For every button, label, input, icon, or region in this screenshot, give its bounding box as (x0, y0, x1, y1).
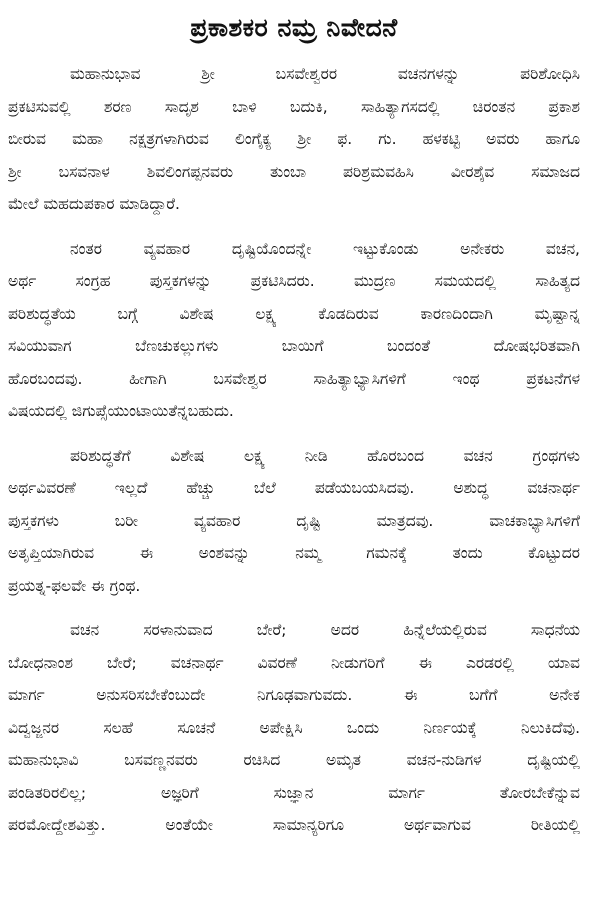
text-line: ಹೊರಬಂದವು. ಹೀಗಾಗಿ ಬಸವೇಶ್ವರ ಸಾಹಿತ್ಯಾಭ್ಯಾಸಿಗಳಿಗೆ ಇಂಥ ಪ್ರಕಟನೆಗಳ (8, 369, 580, 388)
paragraph-1 (8, 58, 580, 221)
text-line: ಮಹಾನುಭಾವಿ ಬಸವಣ್ಣನವರು ರಚಿಸಿದ ಅಮೃತ ವಚನ-ನುಡಿಗಳ ದೃಷ್ಟಿಯಲ್ಲಿ (8, 751, 580, 769)
text-line: ಮೇಲೆ ಮಹದುಪಕಾರ ಮಾಡಿದ್ದಾರೆ. (8, 195, 180, 213)
text-line: ಬೀರುವ ಮಹಾ ನಕ್ಷತ್ರಗಳಾಗಿರುವ ಲಿಂಗೈಕ್ಯ ಶ್ರೀ ಫ. ಗು. ಹಳಕಟ್ಟಿ ಅವರು ಹಾಗೂ (8, 130, 580, 148)
text-line: ಅರ್ಥವಿವರಣೆ ಇಲ್ಲದೆ ಹೆಚ್ಚು ಬೆಲೆ ಪಡೆಯಬಯಸಿದವು. ಅಶುದ್ಧ ವಚನಾರ್ಥ (8, 479, 580, 497)
text-line: ನಂತರ ವ್ಯವಹಾರ ದೃಷ್ಟಿಯೊಂದನ್ನೇ ಇಟ್ಟುಕೊಂಡು ಅನೇಕರು ವಚನ, (70, 239, 580, 258)
text-line: ಪರಿಶುದ್ಧತೆಯ ಬಗ್ಗೆ ವಿಶೇಷ ಲಕ್ಷ್ಯ ಕೊಡದಿರುವ ಕಾರಣದಿಂದಾಗಿ ಮೃಷ್ಟಾನ್ನ (8, 304, 580, 323)
text-line: ವಿದ್ವಜ್ಜನರ ಸಲಹೆ ಸೂಚನೆ ಅಪೇಕ್ಷಿಸಿ ಒಂದು ನಿರ್ಣಯಕ್ಕೆ ನಿಲುಕಿದೆವು. (8, 718, 580, 737)
text-line: ಪ್ರಯತ್ನ-ಫಲವೇ ಈ ಗ್ರಂಥ. (8, 576, 141, 595)
text-line: ಅರ್ಥ ಸಂಗ್ರಹ ಪುಸ್ತಕಗಳನ್ನು ಪ್ರಕಟಿಸಿದರು. ಮುದ್ರಣ ಸಮಯದಲ್ಲಿ ಸಾಹಿತ್ಯದ (8, 272, 580, 290)
text-line: ಮಹಾನುಭಾವ ಶ್ರೀ ಬಸವೇಶ್ವರರ ವಚನಗಳನ್ನು ಪರಿಶೋಧಿಸಿ (70, 65, 580, 83)
text-line: ವಚನ ಸರಳಾನುವಾದ ಬೇರೆ; ಅದರ ಹಿನ್ನೆಲೆಯಲ್ಲಿರುವ ಸಾಧನೆಯ (70, 621, 580, 639)
text-line: ಪುಸ್ತಕಗಳು ಬರೀ ವ್ಯವಹಾರ ದೃಷ್ಟಿ ಮಾತ್ರದವು. ವಾಚಕಾಭ್ಯಾಸಿಗಳಿಗೆ (8, 511, 580, 530)
text-line: ಬೋಧನಾಂಶ ಬೇರೆ; ವಚನಾರ್ಥ ವಿವರಣೆ ನೀಡುಗರಿಗೆ ಈ ಎರಡರಲ್ಲಿ ಯಾವ (8, 653, 580, 672)
text-line: ಪ್ರಕಟಿಸುವಲ್ಲಿ ಶರಣ ಸಾದೃಶ ಬಾಳಿ ಬದುಕಿ, ಸಾಹಿತ್ಯಾಗಸದಲ್ಲಿ ಚಿರಂತನ ಪ್ರಕಾಶ (8, 97, 580, 116)
text-line: ಪಂಡಿತರಿರಲಿಲ್ಲ; ಅಜ್ಞರಿಗೆ ಸುಜ್ಞಾನ ಮಾರ್ಗ ತೋರಬೇಕೆನ್ನುವ (8, 783, 580, 802)
text-line: ಶ್ರೀ ಬಸವನಾಳ ಶಿವಲಿಂಗಪ್ಪನವರು ತುಂಬಾ ಪರಿಶ್ರಮವಹಿಸಿ ವೀರಶೈವ ಸಮಾಜದ (8, 162, 580, 181)
text-line: ಪರಿಶುದ್ಧತೆಗೆ ವಿಶೇಷ ಲಕ್ಷ್ಯ ನೀಡಿ ಹೊರಬಂದ ವಚನ ಗ್ರಂಥಗಳು (70, 446, 580, 465)
text-line: ಸವಿಯುವಾಗ ಬೆಣಚುಕಲ್ಲುಗಳು ಬಾಯಿಗೆ ಬಂದಂತೆ ದೋಷಭರಿತವಾಗಿ (8, 337, 580, 355)
page-title: ಪ್ರಕಾಶಕರ ನಮ್ರ ನಿವೇದನೆ (190, 13, 398, 42)
text-line: ಮಾರ್ಗ ಅನುಸರಿಸಬೇಕೆಂಬುದೇ ನಿಗೂಢವಾಗುವದು. ಈ ಬಗೆಗೆ ಅನೇಕ (8, 686, 580, 704)
paragraph-2 (8, 233, 580, 428)
text-line: ವಿಷಯದಲ್ಲಿ ಜಿಗುಪ್ಸೆಯುಂಟಾಯಿತೆನ್ನಬಹುದು. (8, 402, 234, 420)
paragraph-4 (8, 614, 580, 842)
text-line: ಅತೃಪ್ತಿಯಾಗಿರುವ ಈ ಅಂಶವನ್ನು ನಮ್ಮ ಗಮನಕ್ಕೆ ತಂದು ಕೊಟ್ಟುದರ (8, 544, 580, 562)
text-line: ಪರಮೋದ್ದೇಶವಿತ್ತು. ಅಂತೆಯೇ ಸಾಮಾನ್ಯರಿಗೂ ಅರ್ಥವಾಗುವ ರೀತಿಯಲ್ಲಿ (8, 816, 580, 834)
paragraph-3 (8, 440, 580, 603)
